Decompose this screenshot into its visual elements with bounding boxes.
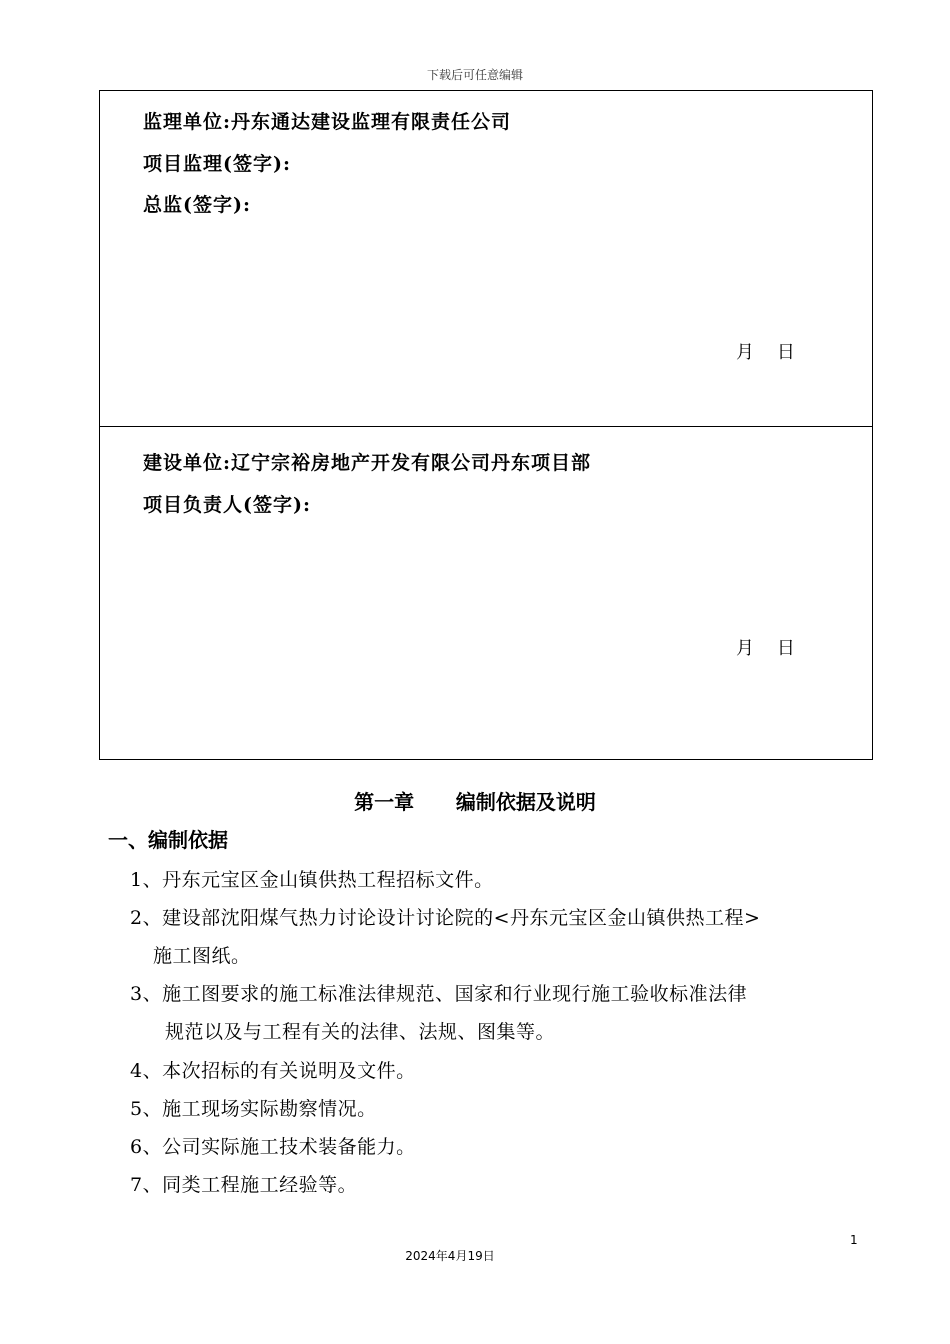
signature-table: [99, 90, 873, 760]
section-title: 一、编制依据: [108, 828, 228, 852]
supervision-date: 月 日: [736, 342, 795, 363]
chief-supervisor-signature: 总监(签字):: [143, 194, 251, 216]
list-item: 6、公司实际施工技术装备能力。: [130, 1136, 416, 1158]
chapter-title: 第一章 编制依据及说明: [354, 790, 596, 814]
construction-date: 月 日: [736, 638, 795, 659]
list-item: 4、本次招标的有关说明及文件。: [130, 1060, 416, 1082]
list-item: 7、同类工程施工经验等。: [130, 1174, 358, 1196]
supervision-unit: 监理单位:丹东通达建设监理有限责任公司: [143, 111, 512, 133]
project-leader-signature: 项目负责人(签字):: [143, 494, 311, 516]
construction-cell: [100, 426, 872, 760]
header-note: 下载后可任意编辑: [426, 68, 523, 82]
list-item: 施工图纸。: [153, 945, 251, 967]
supervision-cell: [100, 91, 872, 427]
list-item: 5、施工现场实际勘察情况。: [130, 1098, 377, 1120]
list-item: 2、建设部沈阳煤气热力讨论设计讨论院的<丹东元宝区金山镇供热工程>: [130, 907, 761, 929]
construction-unit: 建设单位:辽宁宗裕房地产开发有限公司丹东项目部: [143, 452, 592, 474]
list-item: 1、丹东元宝区金山镇供热工程招标文件。: [130, 869, 494, 891]
footer-date: 2024年4月19日: [405, 1249, 495, 1263]
page-number: 1: [850, 1233, 858, 1247]
list-item: 规范以及与工程有关的法律、法规、图集等。: [165, 1021, 556, 1043]
list-item: 3、施工图要求的施工标准法律规范、国家和行业现行施工验收标准法律: [130, 983, 748, 1005]
project-supervisor-signature: 项目监理(签字):: [143, 153, 291, 175]
